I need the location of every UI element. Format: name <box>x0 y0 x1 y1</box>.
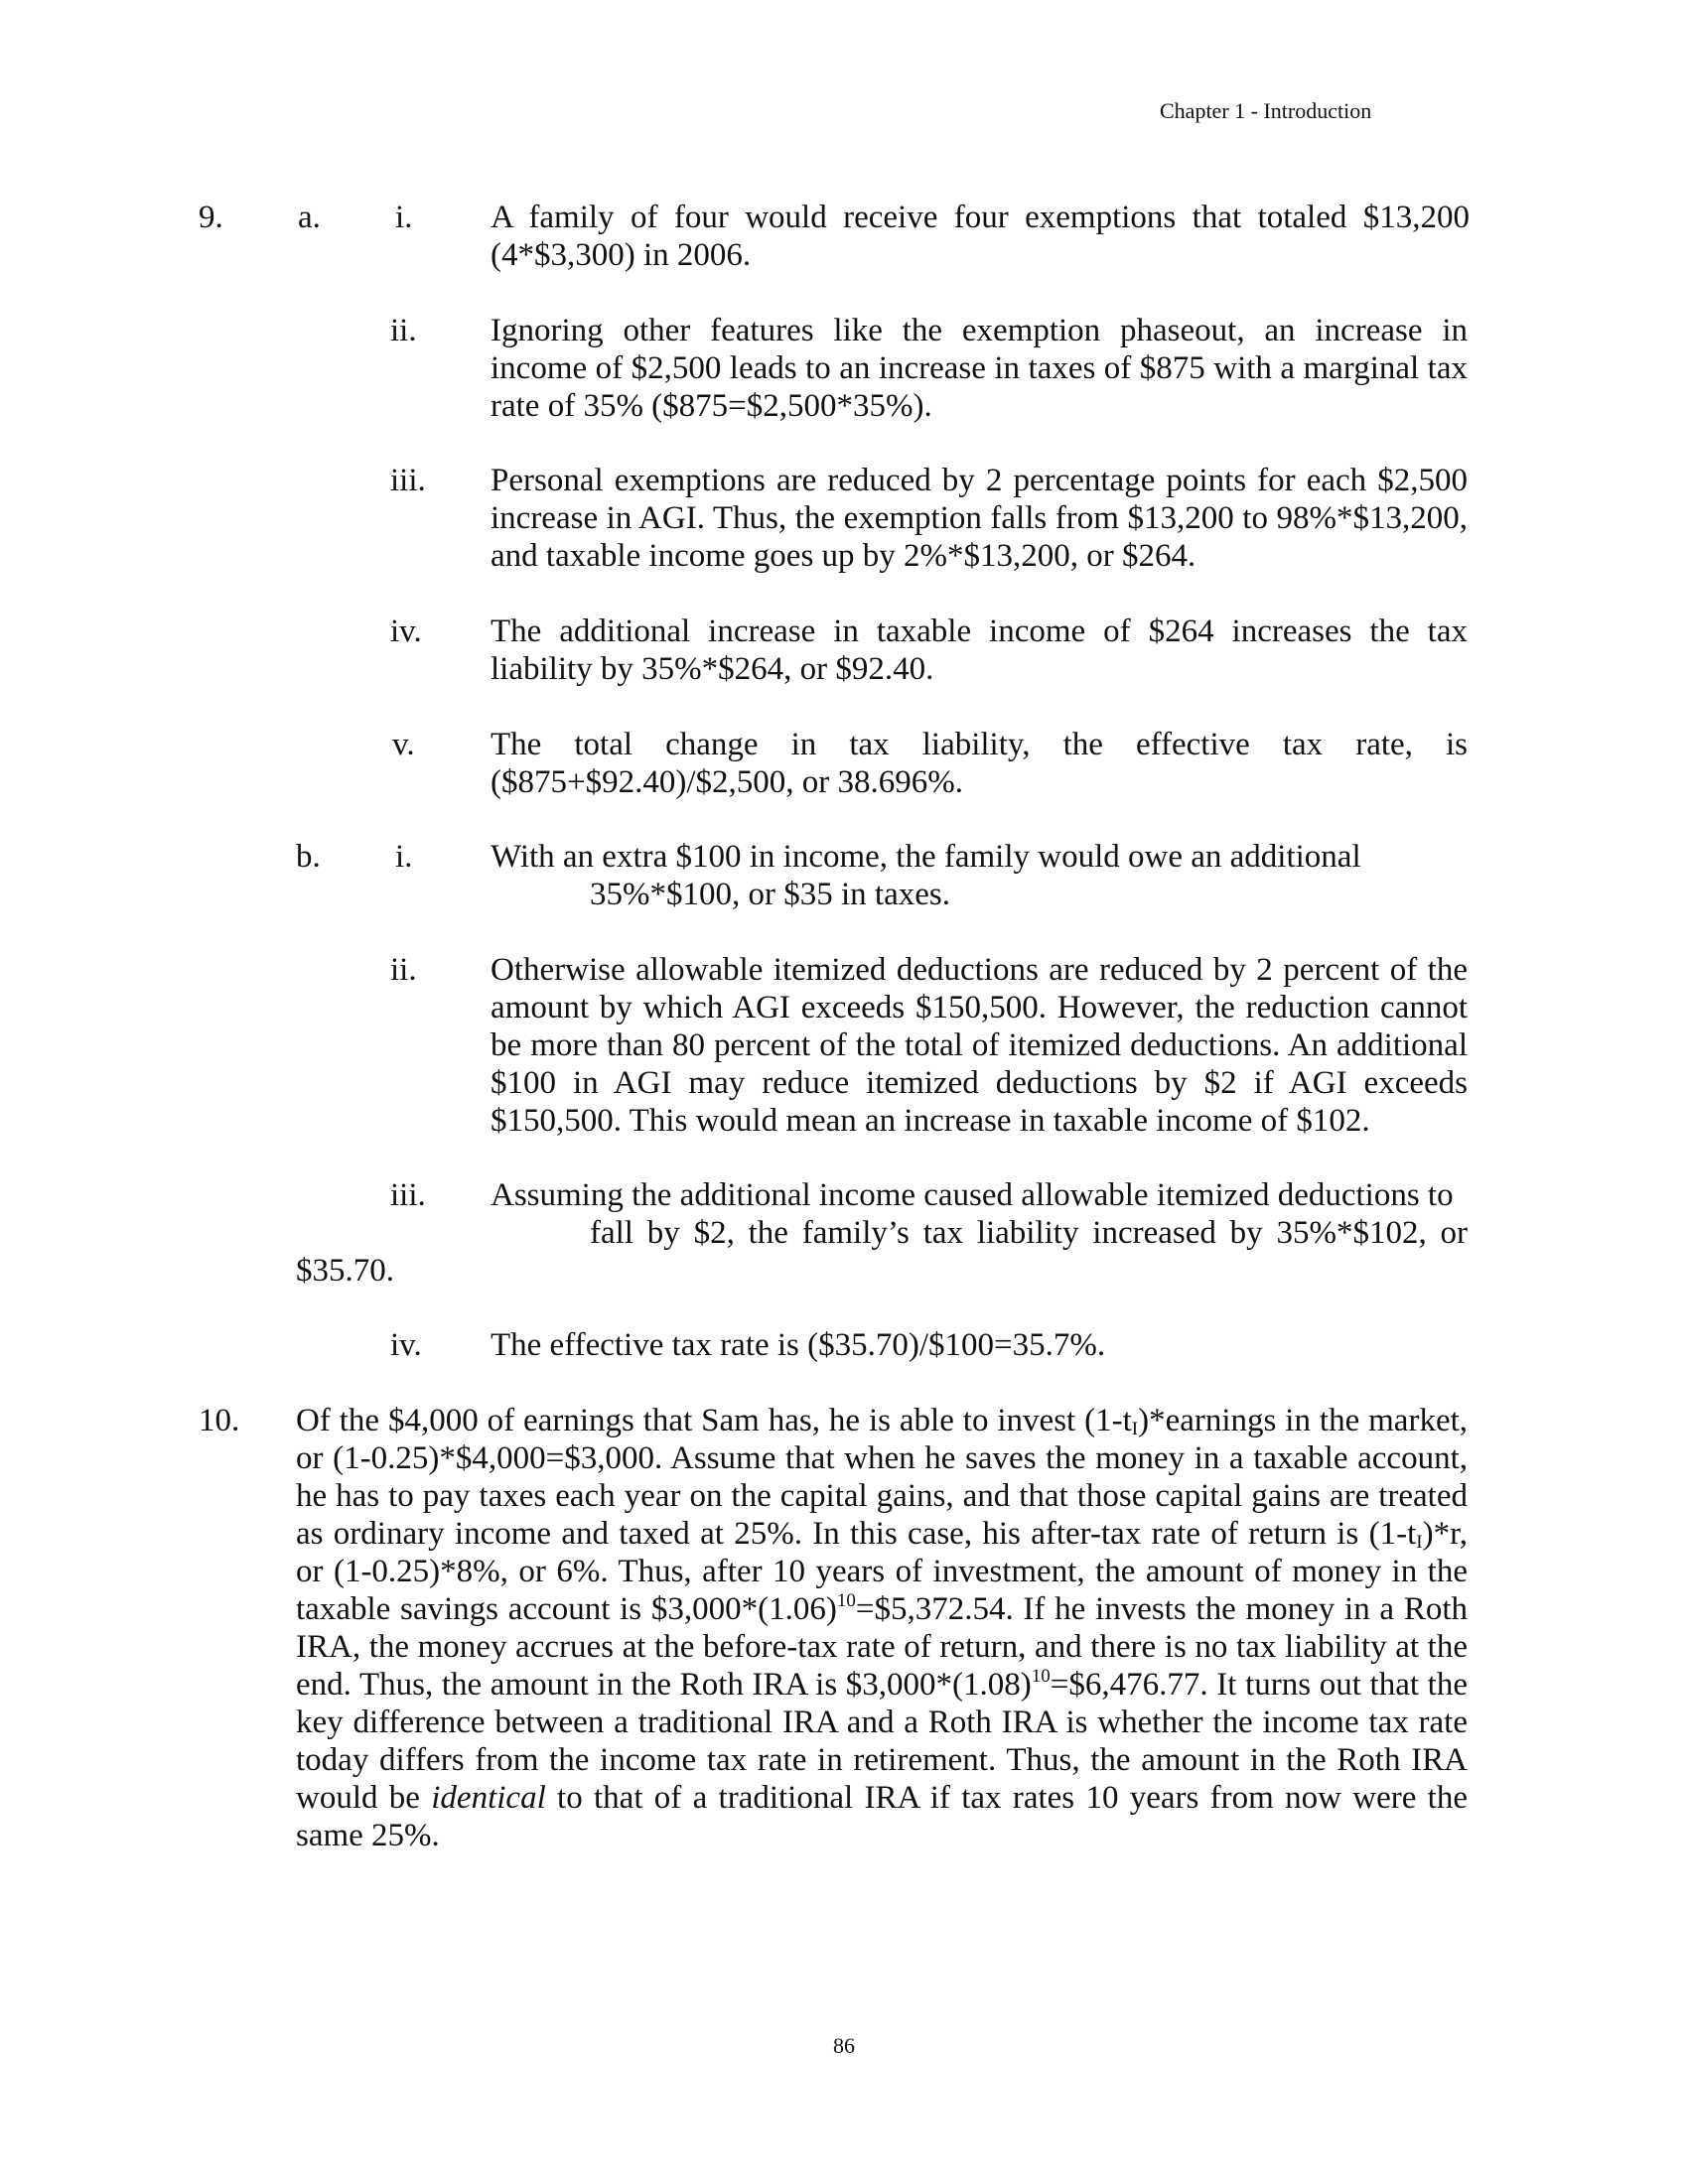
part-b-item-iv-number: iv. <box>390 1327 422 1363</box>
part-a-item-v-number: v. <box>392 727 415 762</box>
part-a-item-iii-text: Personal exemptions are reduced by 2 percentage points for each $2,500 increase in AGI. Thus, the exemption falls from $13,200 to 98%*$13,200, and taxable income goes up by 2%*$13,200, or $264. <box>491 463 1468 574</box>
part-b-item-ii-number: ii. <box>390 952 417 988</box>
part-b-item-i-line-1: With an extra $100 in income, the family would owe an additional <box>491 839 1361 875</box>
part-b-item-iii-line-3: $35.70. <box>296 1253 394 1289</box>
q10-text-part-2: )*earnings in the market, or (1-0.25)*$4,000=$3,000. Assume that when he saves the money in a taxable account, he has to pay taxes each year on the capital gains, and that those capital gains are treated as ordinary income and taxed at 25%. In this case, his after-tax rate of return is (1-t <box>296 1403 1469 1552</box>
part-b-item-ii-text: Otherwise allowable itemized deductions are reduced by 2 percent of the amount by which AGI exceeds $150,500. However, the reduction cannot be more than 80 percent of the total of itemized deductions. An additional $100 in AGI may reduce itemized deductions by $2 if AGI exceeds $150,500. This would mean an increase in taxable income of $102. <box>491 952 1468 1139</box>
part-a-item-iv-text: The additional increase in taxable income of $264 increases the tax liability by 35%*$264, or $92.40. <box>491 614 1468 687</box>
subscript-i: I <box>1416 1532 1423 1553</box>
question-number-10: 10. <box>199 1403 240 1438</box>
part-b-item-iii-number: iii. <box>390 1177 426 1213</box>
part-b-item-i-line-2: 35%*$100, or $35 in taxes. <box>590 877 950 912</box>
part-a-item-i-number: i. <box>395 200 413 235</box>
q10-text-part-6: to that of a traditional IRA if tax rates 10 years from now were the same 25%. <box>296 1780 1468 1853</box>
part-b-item-i-text <box>491 838 1468 913</box>
q10-text-part-3: )*r, or (1-0.25)*8%, or 6%. Thus, after 10 years of investment, the amount of money in the taxable savings account is $3,000*(1.06) <box>296 1516 1468 1627</box>
part-b-item-i-number: i. <box>395 839 413 875</box>
part-b-item-iii-line-2: fall by $2, the family’s tax liability increased by 35%*$102, or <box>590 1215 1468 1251</box>
question-10-paragraph <box>296 1402 1468 1854</box>
q10-text-part-1: Of the $4,000 of earnings that Sam has, he is able to invest (1-t <box>296 1403 1132 1438</box>
emphasis-identical: identical <box>431 1780 546 1816</box>
subscript-i: I <box>1131 1419 1139 1439</box>
q10-text-part-5: =$6,476.77. It turns out that the key difference between a traditional IRA and a Roth IRA is whether the income tax rate today differs from the income tax rate in retirement. Thus, the amount in the Roth IRA would be <box>296 1667 1468 1816</box>
part-a-item-v-text: The total change in tax liability, the effective tax rate, is ($875+$92.40)/$2,500, or 38.696%. <box>491 727 1468 800</box>
part-b-label: b. <box>296 839 321 875</box>
part-a-item-ii-text: Ignoring other features like the exemption phaseout, an increase in income of $2,500 leads to an increase in taxes of $875 with a marginal tax rate of 35% ($875=$2,500*35%). <box>491 313 1468 424</box>
part-a-item-iv-number: iv. <box>390 614 422 649</box>
part-a-item-iii-number: iii. <box>390 463 426 498</box>
running-header: Chapter 1 - Introduction <box>1160 98 1372 123</box>
part-b-item-iii-line-1: Assuming the additional income caused allowable itemized deductions to <box>491 1177 1454 1213</box>
part-a-label: a. <box>298 200 321 235</box>
page-number: 86 <box>833 2033 855 2058</box>
part-a-item-ii-number: ii. <box>390 313 417 348</box>
exponent-10: 10 <box>836 1590 856 1611</box>
question-number-9: 9. <box>199 200 223 235</box>
q10-text-part-4: =$5,372.54. If he invests the money in a Roth IRA, the money accrues at the before-tax rate of return, and there is no tax liability at the end. Thus, the amount in the Roth IRA is $3,000*(1.08) <box>296 1591 1468 1703</box>
part-a-item-i-text: A family of four would receive four exemptions that totaled $13,200 (4*$3,300) in 2006. <box>491 200 1470 273</box>
exponent-10: 10 <box>1031 1666 1051 1687</box>
part-b-item-iv-text: The effective tax rate is ($35.70)/$100=35.7%. <box>491 1327 1106 1363</box>
